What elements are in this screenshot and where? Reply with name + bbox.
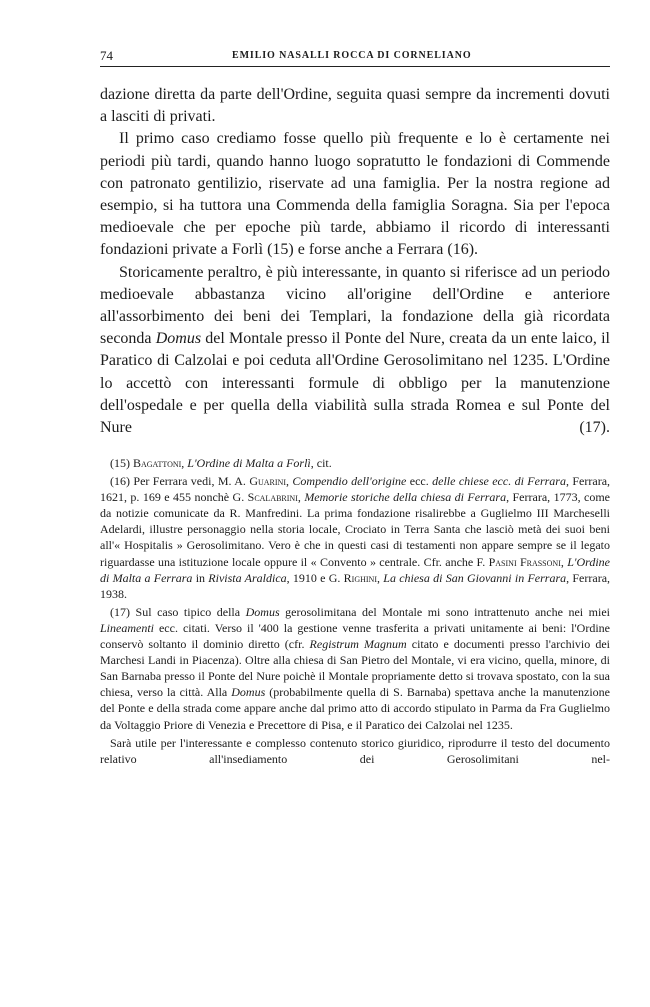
paragraph-2: Il primo caso crediamo fosse quello più frequente e lo è certamente nei periodi più tardi, quando hanno luogo sopratutto le fondazioni di Commende con patronato gentilizio, riservate ad una famiglia. Per la nostra regione ad esempio, si ha tuttora una Commenda della famiglia Soragna. Sia per l'epoca medioevale che per epoche più tarde, abbiamo il ricordo di interessanti fondazioni private a Forlì (15) e forse anche a Ferrara (16). [100, 130, 610, 259]
footnote-16: (16) Per Ferrara vedi, M. A. Guarini, Compendio dell'origine ecc. delle chiese ecc. di Ferrara, Ferrara, 1621, p. 169 e 455 nonchè G. Scalabrini, Memorie storiche della chiesa di Ferrara, Ferrara, 1773, come da notizie comunicate da R. Manfredini. La prima fondazione risalirebbe a Guglielmo III Marcheselli Adelardi, illustre personaggio nella storia locale, Crociato in Terra Santa che lasciò metà dei suoi beni all'« Hospitalis » Gerosolimitano. Vero è che in questi casi di testamenti non appare sempre se il legato riguardasse una istituzione locale oppure il « Convento » centrale. Cfr. anche F. Pasini Frassoni, L'Ordine di Malta a Ferrara in Rivista Araldica, 1910 e G. Righini, La chiesa di San Giovanni in Ferrara, Ferrara, 1938. [100, 474, 611, 601]
running-header [100, 48, 610, 67]
page-number: 74 [100, 48, 113, 63]
main-text [100, 84, 610, 439]
footnote-17: (17) Sul caso tipico della Domus gerosolimitana del Montale mi sono intrattenuto anche nei miei Lineamenti ecc. citati. Verso il '400 la gestione venne trasferita a privati unitamente ai beni: l'Ordine conservò soltanto il dominio diretto (cfr. Registrum Magnum citato e documenti presso l'archivio dei Marchesi Landi in Piacenza). Oltre alla chiesa di San Pietro del Montale, vi era vicino, quella, minore, di San Barnaba presso il Ponte del Nure poichè il Montale propriamente detto si trovava spostato, con la sua chiesa, verso la città. Alla Domus (probabilmente quella di S. Barnaba) spettava anche la manutenzione del Ponte e della strada come appare anche dal primo atto di accordo stipulato in Parma da Fra Guglielmo da Voltaggio Priore di Venezia e Precettore di Pisa, e il Paratico dei Calzolai nel 1235. [100, 604, 611, 732]
running-title: EMILIO NASALLI ROCCA DI CORNELIANO [232, 50, 472, 61]
footnote-continuation: Sarà utile per l'interessante e complesso contenuto storico giuridico, riprodurre il testo del documento relativo all'insediamento dei Gerosolimitani nel- [100, 735, 610, 766]
footnotes [100, 455, 610, 767]
footnote-15: (15) Bagattoni, L'Ordine di Malta a Forlì, cit. [110, 456, 332, 470]
domus-term: Domus [155, 330, 202, 348]
paragraph-1: dazione diretta da parte dell'Ordine, seguita quasi sempre da incrementi dovuti a lasciti di privati. [100, 86, 610, 126]
paragraph-3: Storicamente peraltro, è più interessante, in quanto si riferisce ad un periodo medioevale abbastanza vicino all'origine dell'Ordine e anteriore all'assorbimento dei beni dei Templari, la fondazione della già ricordata seconda Domus del Montale presso il Ponte del Nure, creata da un ente laico, il Paratico di Calzolai e poi ceduta all'Ordine Gerosolimitano nel 1235. L'Ordine lo accettò con interessanti formule di obbligo per la manutenzione dell'ospedale e per quella della viabilità sulla strada Romea e sul Ponte del Nure (17). [100, 263, 611, 437]
